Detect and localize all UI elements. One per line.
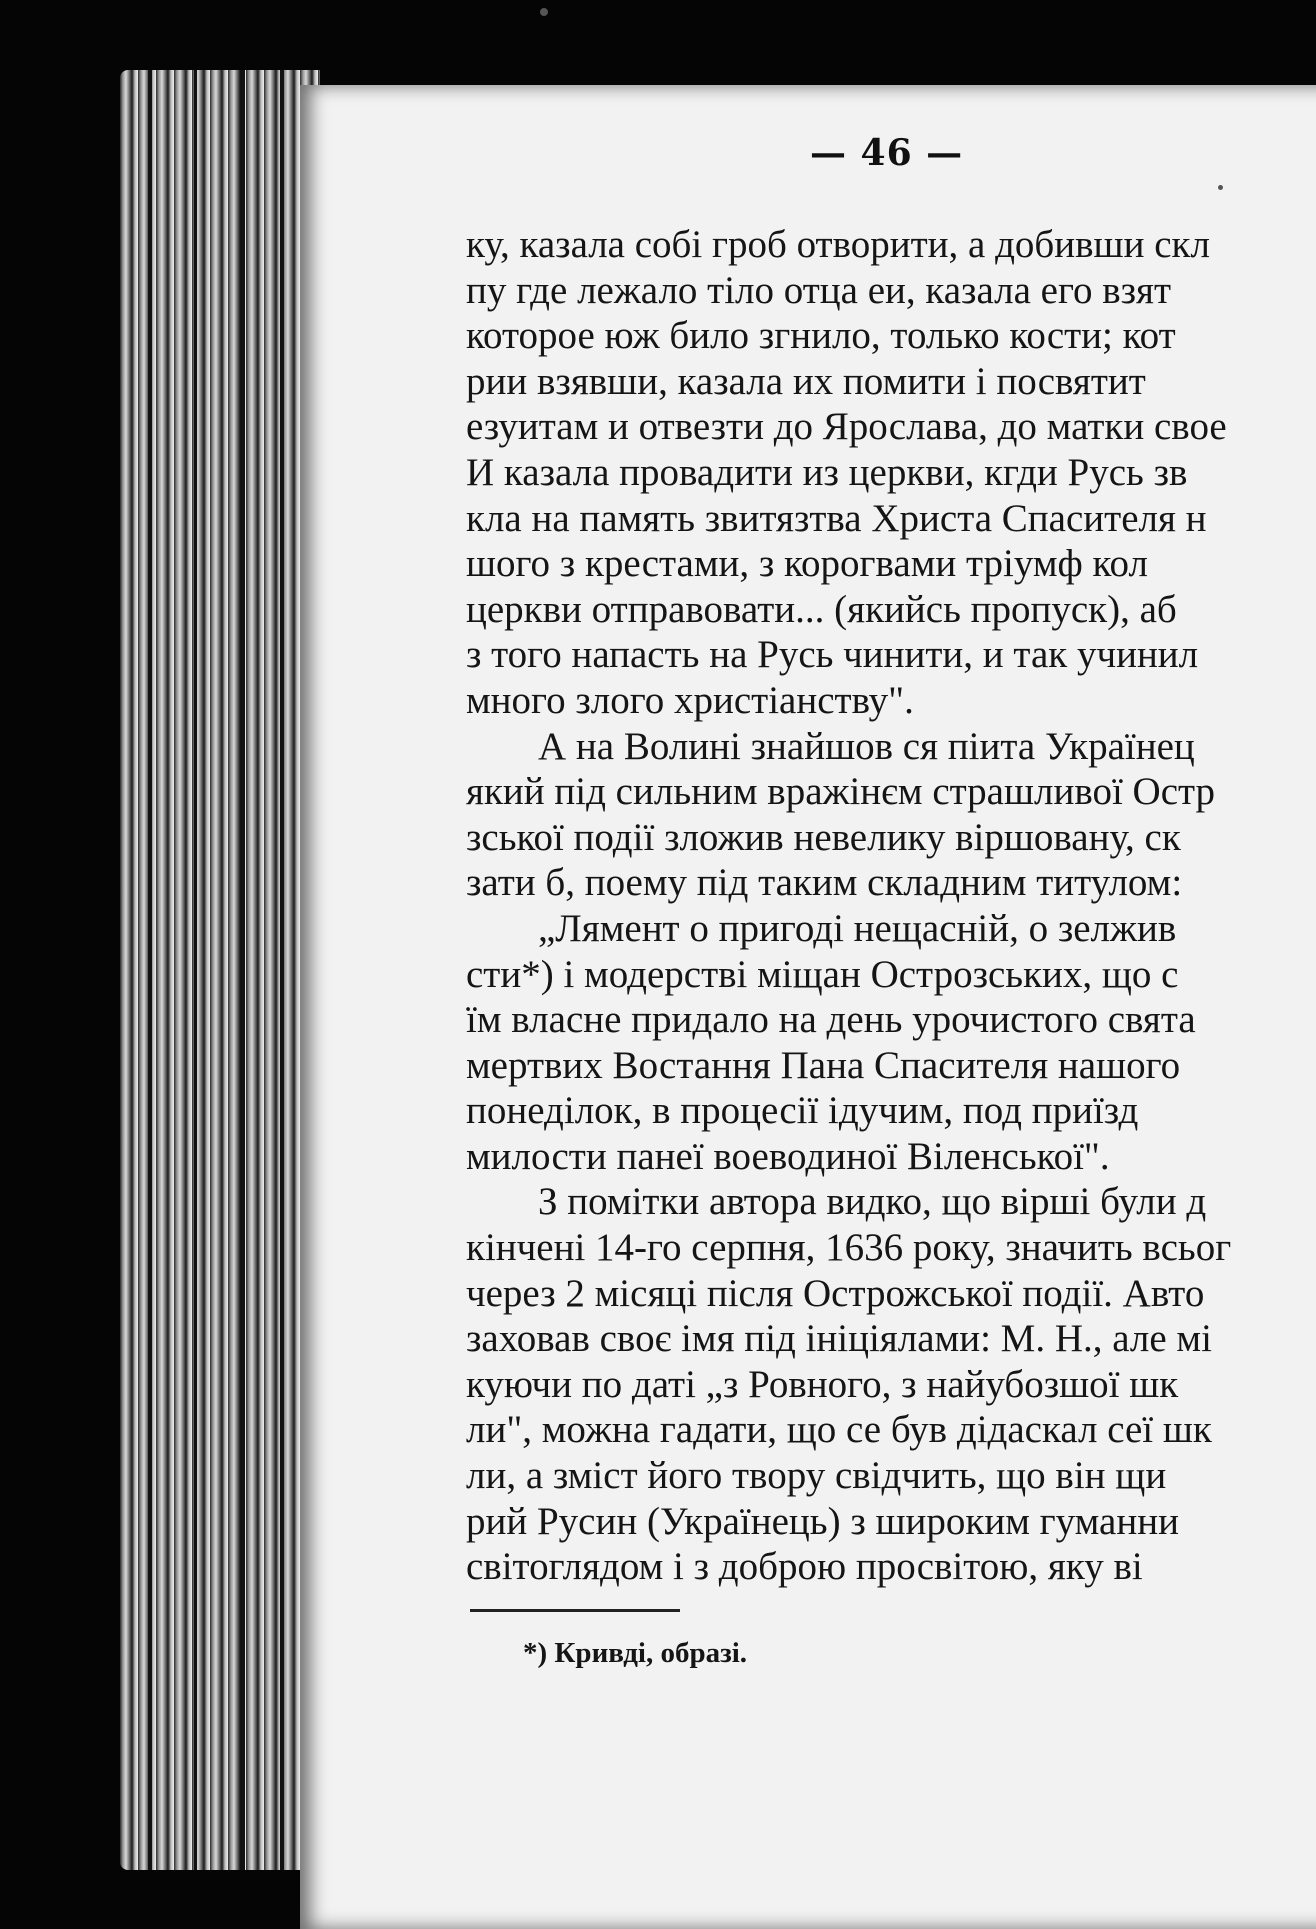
text-line: ку, казала собі гроб отворити, а добивши скл [466, 223, 1210, 266]
text-line: кла на память звитязтва Христа Спасителя н [466, 496, 1207, 540]
body-text [466, 222, 1316, 1590]
text-line: „Лямент о пригоді нещасній, о зелжив [538, 906, 1177, 950]
text-line: який під сильним вражінєм страшливої Остр [466, 770, 1216, 814]
footnote: *) Кривді, образі. [523, 1637, 748, 1669]
text-line: заховав своє імя під ініціялами: М. Н., але мі [466, 1317, 1212, 1361]
text-line: з того напасть на Русь чинити, и так учинил [466, 633, 1199, 677]
text-line: церкви отправовати... (якийсь пропуск), аб [466, 587, 1177, 631]
text-line: пу где лежало тіло отца еи, казала его взят [466, 268, 1172, 312]
text-line: світоглядом і з доброю просвітою, яку ві [466, 1545, 1143, 1589]
text-line: їм власне придало на день урочистого свята [466, 998, 1196, 1042]
text-line: милости панеї воеводиної Віленської". [466, 1134, 1110, 1178]
footnote-rule [470, 1609, 680, 1612]
text-line: сти*) і модерстві міщан Острозських, що с [466, 952, 1179, 996]
text-line: кінчені 14-го серпня, 1636 року, значить всьог [466, 1226, 1232, 1270]
text-line: ли, а зміст його твору свідчить, що він щи [466, 1454, 1167, 1498]
edge-shadow-line [240, 70, 245, 1870]
edge-shadow-line [194, 70, 197, 1870]
text-line: рий Русин (Українець) з широким гуманни [466, 1499, 1179, 1543]
text-line: ли", можна гадати, що се був дідаскал сеї шк [466, 1408, 1212, 1452]
text-line: зської події зложив невелику віршовану, ск [466, 815, 1181, 859]
edge-shadow-line [148, 70, 152, 1870]
text-line: через 2 місяці після Острожської події. Авто [466, 1271, 1205, 1315]
text-line: куючи по даті „з Ровного, з найубозшої шк [466, 1362, 1179, 1406]
text-line: мертвих Востання Пана Спасителя нашого [466, 1043, 1181, 1087]
book-page-edges [120, 70, 320, 1870]
scan-speck [540, 8, 548, 16]
page-number: — 46 — [810, 132, 964, 174]
edge-shadow-line [280, 70, 284, 1870]
text-line: рии взявши, казала их помити і посвятит [466, 359, 1146, 403]
text-line: шого з крестами, з корогвами тріумф кол [466, 542, 1148, 586]
text-line: А на Волині знайшов ся піита Українец [538, 724, 1195, 768]
scan-speck [1218, 185, 1223, 190]
text-line: З помітки автора видко, що вірші були д [538, 1180, 1207, 1224]
text-line: которое юж било згнило, только кости; кот [466, 314, 1176, 358]
text-line: зати б, поему під таким складним титулом: [466, 861, 1183, 905]
text-line: езуитам и отвезти до Ярослава, до матки свое [466, 405, 1227, 449]
text-line: понеділок, в процесії ідучим, под приїзд [466, 1089, 1139, 1133]
text-line: И казала провадити из церкви, кгди Русь зв [466, 450, 1188, 494]
text-line: много злого христіанству". [466, 678, 914, 722]
